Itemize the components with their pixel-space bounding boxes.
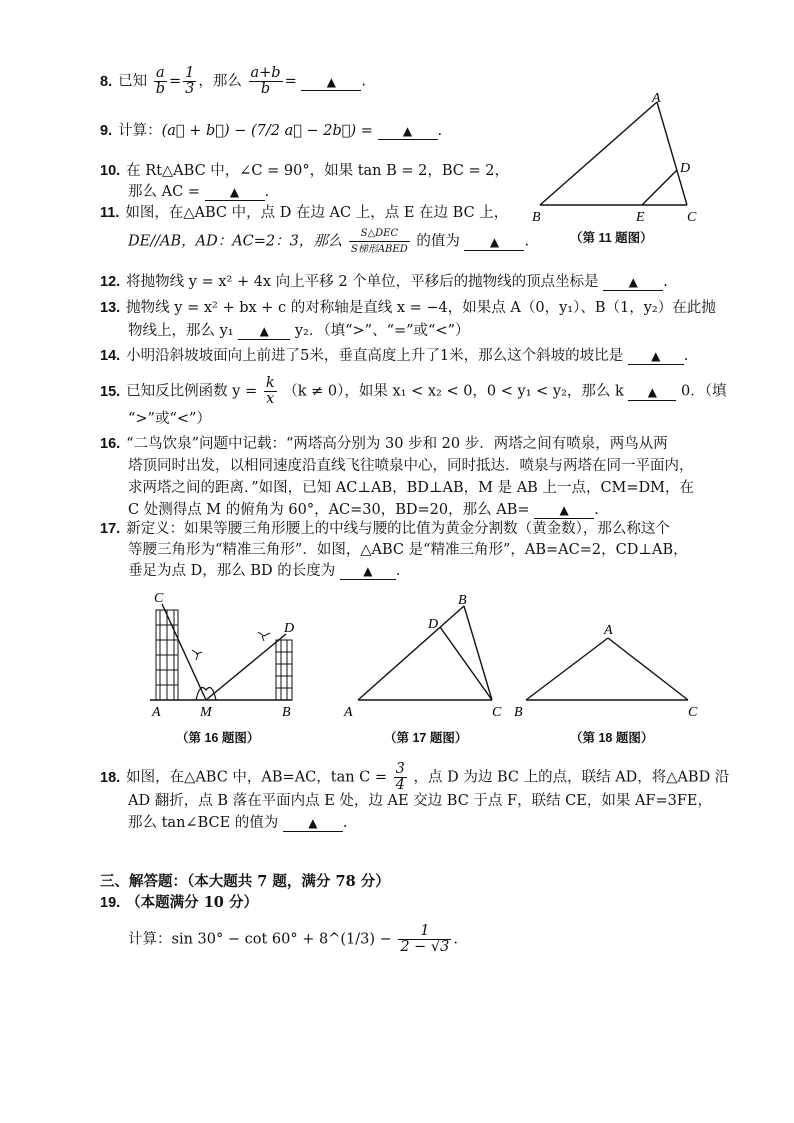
answer-blank-11[interactable]: ▲ bbox=[464, 235, 524, 251]
fig11-label-c: C bbox=[687, 210, 697, 225]
question-17-line3: 垂足为点 D，那么 BD 的长度为 ▲ . bbox=[128, 563, 401, 579]
question-16-line2: 塔顶同时出发，以相同速度沿直线飞往喷泉中心，同时抵达．喷泉与两塔在同一平面内， bbox=[128, 458, 694, 474]
question-18-line3: 那么 tan∠BCE 的值为 ▲ . bbox=[128, 815, 348, 831]
question-10-line1: 10. 在 Rt△ABC 中，∠C = 90°，如果 tan B = 2，BC = 2， bbox=[100, 163, 509, 179]
question-19-body: 计算：sin 30° − cot 60° + 8^(1/3) − $\frac{1}{2 - √3}$ . bbox=[128, 923, 459, 955]
question-14: 14. 小明沿斜坡坡面向上前进了5米，垂直高度上升了1米，那么这个斜坡的坡比是 ▲ . bbox=[100, 348, 689, 364]
fig11-segment-de bbox=[642, 170, 677, 205]
fig16-label-c: C bbox=[154, 591, 164, 606]
fig17-segment-cd bbox=[440, 627, 492, 700]
answer-blank-15[interactable]: ▲ bbox=[628, 385, 676, 401]
question-16-line3: 求两塔之间的距离．”如图，已知 AC⊥AB，BD⊥AB，M 是 AB 上一点，CM=DM，在 bbox=[128, 480, 695, 496]
question-10-line2: 那么 AC = ▲ . bbox=[128, 184, 270, 200]
fig11-side-ab bbox=[540, 102, 657, 205]
fig16-label-m: M bbox=[200, 705, 212, 720]
fig17-label-b: B bbox=[458, 593, 467, 608]
question-13-line2: 物线上，那么 y₁ ▲ y₂．（填“>”、“=”或“<”） bbox=[128, 323, 470, 339]
fig11-side-ac bbox=[657, 102, 687, 205]
fig16-label-b: B bbox=[282, 705, 291, 720]
fig18-side-ab bbox=[526, 638, 608, 700]
question-19-head: 19. （本题满分 10 分） bbox=[100, 894, 258, 911]
question-12: 12. 将抛物线 y = x² + 4x 向上平移 2 个单位，平移后的抛物线的顶点坐标是 ▲ . bbox=[100, 274, 668, 290]
answer-blank-9[interactable]: ▲ bbox=[378, 124, 438, 140]
fig18-label-c: C bbox=[688, 705, 698, 720]
caption-fig11: （第 11 题图） bbox=[570, 231, 653, 245]
left-tower bbox=[156, 610, 178, 700]
fig16-segment-dm bbox=[206, 634, 286, 700]
answer-blank-8[interactable]: ▲ bbox=[301, 75, 361, 91]
caption-fig17: （第 17 题图） bbox=[384, 731, 468, 745]
question-9: 9. 计算：(a⃗ + b⃗) − (7/2 a⃗ − 2b⃗) = ▲ . bbox=[100, 123, 443, 139]
question-17-line1: 17. 新定义：如果等腰三角形腰上的中线与腰的比值为黄金分割数（黄金数），那么称这个 bbox=[100, 521, 670, 537]
question-16-line4: C 处测得点 M 的俯角为 60°，AC=30，BD=20，那么 AB= ▲ . bbox=[128, 502, 599, 518]
right-tower bbox=[276, 640, 292, 700]
fig18-side-ac bbox=[608, 638, 688, 700]
fig11-label-a: A bbox=[652, 91, 661, 106]
question-18-line1: 18. 如图，在△ABC 中，AB=AC，tan C = $\frac{3}{4}$ ，点 D 为边 BC 上的点，联结 AD，将△ABD 沿 bbox=[100, 761, 730, 793]
fig17-side-bc bbox=[464, 606, 492, 700]
question-18-line2: AD 翻折，点 B 落在平面内点 E 处，边 AE 交边 BC 于点 F，联结 CE，如果 AF=3FE， bbox=[128, 793, 713, 809]
question-8: 8. 已知 $\frac{a}{b}$ = $\frac{1}{3}$ ，那么 $\frac{a+b}{b}$ = ▲ . bbox=[100, 65, 366, 97]
answer-blank-14[interactable]: ▲ bbox=[628, 349, 684, 365]
figure-18 bbox=[510, 620, 710, 720]
fig11-label-e: E bbox=[636, 210, 645, 225]
fig18-label-a: A bbox=[604, 623, 613, 638]
fig11-label-d: D bbox=[680, 161, 691, 176]
answer-blank-16[interactable]: ▲ bbox=[534, 503, 594, 519]
fig17-label-c: C bbox=[492, 705, 502, 720]
fig16-label-d: D bbox=[284, 621, 295, 636]
figure-16 bbox=[140, 590, 315, 720]
question-15-line1: 15. 已知反比例函数 y = $\frac{k}{x}$ （k ≠ 0），如果 x₁ < x₂ < 0，0 < y₁ < y₂，那么 k ▲ 0．（填 bbox=[100, 375, 727, 407]
answer-blank-17[interactable]: ▲ bbox=[340, 564, 396, 580]
answer-blank-18[interactable]: ▲ bbox=[283, 816, 343, 832]
fig17-side-ab bbox=[358, 606, 464, 700]
bird-left-icon bbox=[192, 650, 202, 660]
section-3-title: 三、解答题：（本大题共 7 题，满分 78 分） bbox=[100, 873, 390, 890]
bird-right-icon bbox=[258, 632, 270, 641]
fig11-label-b: B bbox=[532, 210, 541, 225]
question-16-line1: 16. “二鸟饮泉”问题中记载：“两塔高分别为 30 步和 20 步．两塔之间有喷泉，两鸟从两 bbox=[100, 436, 668, 452]
fig17-label-a: A bbox=[344, 705, 353, 720]
question-11-line1: 11. 如图，在△ABC 中，点 D 在边 AC 上，点 E 在边 BC 上， bbox=[100, 205, 509, 221]
question-15-line2: “>”或“<”） bbox=[128, 411, 211, 427]
fig16-label-a: A bbox=[152, 705, 161, 720]
answer-blank-10[interactable]: ▲ bbox=[205, 185, 265, 201]
answer-blank-13[interactable]: ▲ bbox=[238, 324, 290, 340]
question-13-line1: 13. 抛物线 y = x² + bx + c 的对称轴是直线 x = −4，如果点 A（0，y₁）、B（1，y₂）在此抛 bbox=[100, 300, 716, 316]
fig18-label-b: B bbox=[514, 705, 523, 720]
question-17-line2: 等腰三角形为“精准三角形”．如图，△ABC 是“精准三角形”，AB=AC=2，CD⊥AB， bbox=[128, 542, 688, 558]
figure-17 bbox=[340, 590, 510, 720]
fig17-label-d: D bbox=[428, 617, 439, 632]
figure-11 bbox=[530, 90, 710, 225]
caption-fig16: （第 16 题图） bbox=[176, 731, 260, 745]
caption-fig18: （第 18 题图） bbox=[570, 731, 654, 745]
answer-blank-12[interactable]: ▲ bbox=[603, 275, 663, 291]
question-11-line2: DE//AB，AD：AC=2：3，那么 $\frac{\text{S△DEC}}{\text{S梯形ABED}}$ 的值为 ▲ . bbox=[128, 228, 530, 255]
